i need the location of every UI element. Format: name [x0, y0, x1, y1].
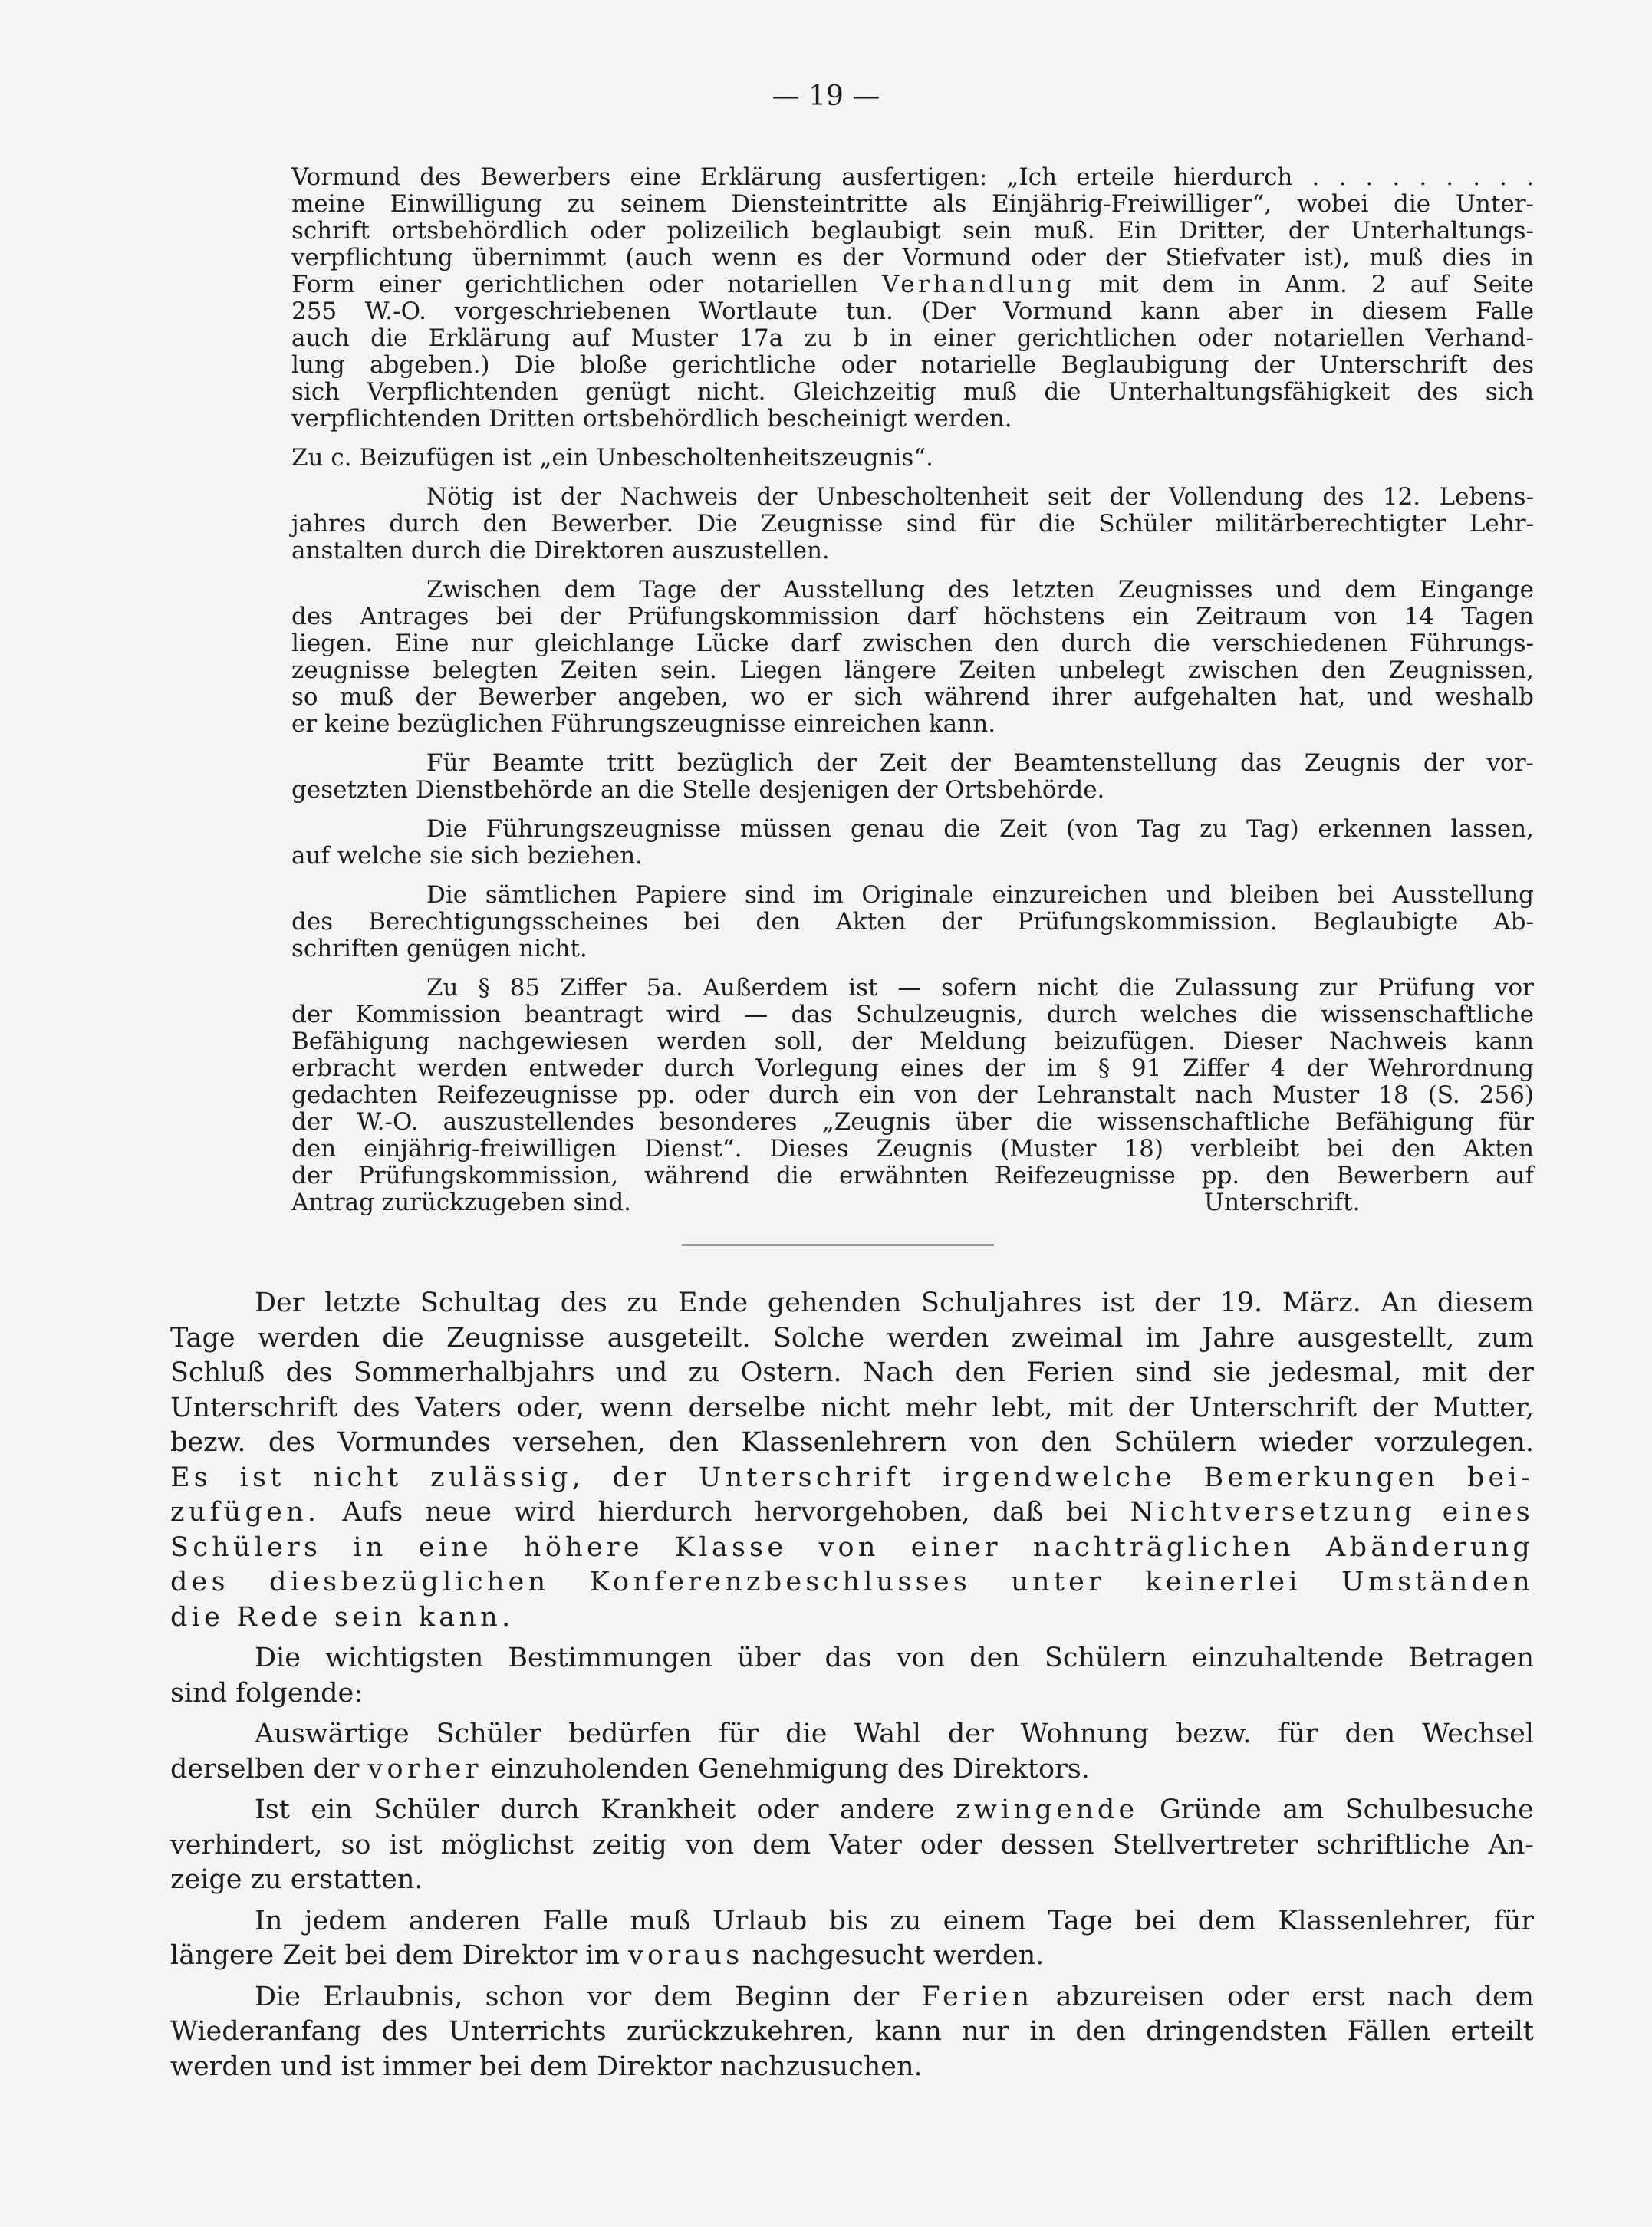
text-segment: gesetzten Dienstbehörde an die Stelle desjenigen der Ortsbehörde. [291, 776, 1105, 804]
text-line [291, 657, 1534, 684]
text-segment: sich Verpflichtenden genügt nicht. Gleichzeitig muß die Unterhaltungsfähigkeit des sich [291, 378, 1534, 406]
text-segment: so muß der Bewerber angeben, wo er sich während ihrer aufgehalten hat, und weshalb [291, 683, 1534, 711]
text-line [170, 2050, 1534, 2085]
text-line [291, 445, 1534, 472]
text-line [291, 538, 1534, 564]
paragraph [291, 164, 1534, 433]
text-segment: zeugnisse belegten Zeiten sein. Liegen längere Zeiten unbelegt zwischen den Zeugnissen, [291, 656, 1534, 684]
text-segment: verpflichtenden Dritten ortsbehördlich bescheinigt werden. [291, 405, 1012, 433]
text-line [291, 604, 1534, 630]
text-line [291, 406, 1534, 433]
text-line [291, 484, 1534, 511]
paragraph [291, 975, 1534, 1216]
paragraph [291, 750, 1534, 804]
text-line [170, 1531, 1534, 1566]
text-line [291, 777, 1534, 804]
text-line [170, 1752, 1534, 1788]
text-segment: anstalten durch die Direktoren auszustellen. [291, 537, 830, 564]
text-line [291, 750, 1534, 777]
emphasized-text: die Rede sein kann. [170, 1601, 515, 1633]
text-line [170, 1565, 1534, 1600]
text-segment: Der letzte Schultag des zu Ende gehenden Schuljahres ist der 19. März. An diesem [255, 1288, 1534, 1318]
emphasized-text: vorher [367, 1753, 482, 1785]
text-line [291, 1028, 1534, 1055]
text-segment: meine Einwilligung zu seinem Diensteintritte als Einjährig-Freiwilliger“, wobei die Unter- [291, 190, 1534, 218]
emphasized-text: voraus [627, 1940, 744, 1971]
text-segment: Die Erlaubnis, schon vor dem Beginn der [255, 1981, 922, 2012]
text-line [170, 1793, 1534, 1828]
text-segment: Tage werden die Zeugnisse ausgeteilt. Solche werden zweimal im Jahre ausgestellt, zum [170, 1322, 1534, 1354]
text-line [170, 2015, 1534, 2050]
text-line [170, 1495, 1534, 1531]
text-segment: Wiederanfang des Unterrichts zurückzukehren, kann nur in den dringendsten Fällen erteilt [170, 2016, 1534, 2047]
text-segment: zeige zu erstatten. [170, 1864, 423, 1895]
paragraph [291, 882, 1534, 962]
text-segment: Nötig ist der Nachweis der Unbescholtenheit seit der Vollendung des 12. Lebens- [426, 483, 1534, 511]
text-line [170, 1828, 1534, 1864]
paragraph [170, 1641, 1534, 1711]
text-line [291, 271, 1534, 298]
text-line [291, 1002, 1534, 1028]
emphasized-text: Schülers in eine höhere Klasse von einer nachträglichen Abänderung [170, 1531, 1534, 1563]
text-line [170, 1286, 1534, 1321]
text-segment: Zu c. Beizufügen ist „ein Unbescholtenheitszeugnis“. [291, 444, 933, 472]
section-divider [682, 1244, 994, 1246]
text-line [291, 816, 1534, 843]
text-segment: Zu § 85 Ziffer 5a. Außerdem ist — sofern nicht die Zulassung zur Prüfung vor [426, 974, 1534, 1002]
paragraph [170, 1717, 1534, 1787]
text-line [291, 511, 1534, 538]
text-line [291, 1109, 1534, 1136]
text-segment: auf welche sie sich beziehen. [291, 842, 643, 870]
text-line [170, 1904, 1534, 1939]
text-line [170, 1600, 1534, 1636]
school-rules-section [170, 1286, 1534, 2084]
text-segment: mit dem in Anm. 2 auf Seite [1074, 271, 1534, 298]
text-line [291, 577, 1534, 604]
text-segment: er keine bezüglichen Führungszeugnisse einreichen kann. [291, 710, 996, 738]
text-line [291, 630, 1534, 657]
text-segment: Schluß des Sommerhalbjahrs und zu Ostern. Nach den Ferien sind sie jedesmal, mit der [170, 1357, 1534, 1388]
text-segment: Vormund des Bewerbers eine Erklärung ausfertigen: „Ich erteile hierdurch . . . . . . . . . [291, 163, 1534, 191]
text-segment: schrift ortsbehördlich oder polizeilich beglaubigt sein muß. Ein Dritter, der Unterhaltungs- [291, 217, 1534, 245]
text-segment: des Berechtigungsscheines bei den Akten der Prüfungskommission. Beglaubigte Ab- [291, 908, 1534, 936]
text-line [170, 1461, 1534, 1496]
text-segment: Für Beamte tritt bezüglich der Zeit der Beamtenstellung das Zeugnis der vor- [426, 749, 1534, 777]
text-segment: In jedem anderen Falle muß Urlaub bis zu einem Tage bei dem Klassenlehrer, für [255, 1905, 1534, 1936]
text-line [170, 1426, 1534, 1461]
text-segment: der Kommission beantragt wird — das Schulzeugnis, durch welches die wissenschaftliche [291, 1001, 1534, 1028]
text-segment: Unterschrift des Vaters oder, wenn derselbe nicht mehr lebt, mit der Unterschrift der Mutter, [170, 1392, 1534, 1423]
text-line [291, 352, 1534, 379]
text-segment: einzuholenden Genehmigung des Direktors. [482, 1753, 1090, 1785]
text-line [170, 1356, 1534, 1391]
text-segment: des Antrages bei der Prüfungskommission darf höchstens ein Zeitraum von 14 Tagen [291, 603, 1534, 630]
text-segment: Zwischen dem Tage der Ausstellung des letzten Zeugnisses und dem Eingange [426, 576, 1534, 604]
paragraph [170, 1286, 1534, 1635]
text-line [291, 882, 1534, 909]
text-line [291, 1136, 1534, 1163]
paragraph [291, 577, 1534, 738]
emphasized-text: zufügen. [170, 1497, 321, 1528]
emphasized-text: Nichtversetzung eines [1130, 1497, 1534, 1528]
emphasized-text: Verhandlung [882, 271, 1075, 298]
text-line [291, 936, 1534, 962]
text-segment: der Prüfungskommission, während die erwähnten Reifezeugnisse pp. den Bewerbern auf [291, 1162, 1534, 1189]
text-segment: längere Zeit bei dem Direktor im [170, 1940, 628, 1971]
text-segment: erbracht werden entweder durch Vorlegung eines der im § 91 Ziffer 4 der Wehrordnung [291, 1054, 1534, 1082]
text-line [291, 843, 1534, 870]
text-line [291, 1055, 1534, 1082]
text-line [291, 1082, 1534, 1109]
text-segment: Befähigung nachgewiesen werden soll, der Meldung beizufügen. Dieser Nachweis kann [291, 1028, 1534, 1055]
emphasized-text: zwingende [956, 1794, 1139, 1825]
emphasized-text: des diesbezüglichen Konferenzbeschlusses unter keinerlei Umständen [170, 1567, 1534, 1597]
text-line [170, 1939, 1534, 1974]
text-segment: verhindert, so ist möglichst zeitig von dem Vater oder dessen Stellvertreter schriftliche An- [170, 1829, 1534, 1860]
text-segment: verpflichtung übernimmt (auch wenn es der Vormund oder der Stiefvater ist), muß dies in [291, 244, 1534, 271]
text-line [170, 1980, 1534, 2015]
text-line [170, 1863, 1534, 1898]
text-line [170, 1676, 1534, 1712]
text-segment: gedachten Reifezeugnisse pp. oder durch ein von der Lehranstalt nach Muster 18 (S. 256) [291, 1081, 1534, 1109]
paragraph [170, 1793, 1534, 1898]
text-line [291, 909, 1534, 936]
text-segment: den einjährig-freiwilligen Dienst“. Dieses Zeugnis (Muster 18) verbleibt bei den Akten [291, 1135, 1534, 1163]
text-line [291, 684, 1534, 711]
text-segment: Ist ein Schüler durch Krankheit oder andere [255, 1794, 956, 1825]
text-segment: Die sämtlichen Papiere sind im Originale einzureichen und bleiben bei Ausstellung [426, 881, 1534, 909]
text-segment: Form einer gerichtlichen oder notariellen [291, 271, 882, 298]
application-requirements-section [291, 164, 1534, 1216]
text-line [291, 164, 1534, 191]
emphasized-text: Ferien [921, 1981, 1034, 2012]
paragraph [170, 1980, 1534, 2085]
text-segment: Aufs neue wird hierdurch hervorgehoben, daß bei [320, 1497, 1130, 1528]
text-segment: derselben der [170, 1753, 368, 1785]
text-segment: Antrag zurückzugeben sind. [291, 1189, 632, 1216]
text-segment: werden und ist immer bei dem Direktor nachzusuchen. [170, 2051, 923, 2082]
text-line [291, 191, 1534, 218]
text-line [291, 975, 1534, 1002]
paragraph [170, 1904, 1534, 1974]
text-line [291, 325, 1534, 352]
text-segment: lung abgeben.) Die bloße gerichtliche oder notarielle Beglaubigung der Unterschrift des [291, 351, 1534, 379]
text-line [291, 298, 1534, 325]
text-segment: sind folgende: [170, 1677, 364, 1709]
text-segment: Auswärtige Schüler bedürfen für die Wahl der Wohnung bezw. für den Wechsel [255, 1719, 1534, 1749]
text-segment: schriften genügen nicht. [291, 935, 587, 962]
text-line [170, 1391, 1534, 1426]
text-line [170, 1321, 1534, 1357]
text-line [170, 1641, 1534, 1676]
emphasized-text: Es ist nicht zulässig, der Unterschrift irgendwelche Bemerkungen bei- [170, 1462, 1534, 1493]
text-segment: nachgesucht werden. [743, 1940, 1045, 1971]
text-line [291, 379, 1534, 406]
paragraph [291, 445, 1534, 472]
text-segment: der W.-O. auszustellendes besonderes „Zeugnis über die wissenschaftliche Befähigung für [291, 1108, 1534, 1136]
text-line [291, 245, 1534, 271]
signature-label: Unterschrift. [1204, 1189, 1361, 1216]
text-line [291, 218, 1534, 245]
page-number: — 19 — [772, 81, 880, 112]
text-segment: auch die Erklärung auf Muster 17a zu b in einer gerichtlichen oder notariellen Verhand- [291, 324, 1534, 352]
text-segment: liegen. Eine nur gleichlange Lücke darf zwischen den durch die verschiedenen Führungs- [291, 630, 1534, 657]
text-segment: 255 W.-O. vorgeschriebenen Wortlaute tun. (Der Vormund kann aber in diesem Falle [291, 298, 1534, 325]
paragraph [291, 484, 1534, 564]
text-segment: abzureisen oder erst nach dem [1033, 1981, 1534, 2012]
text-segment: jahres durch den Bewerber. Die Zeugnisse sind für die Schüler militärberechtigter Lehr- [291, 510, 1534, 538]
text-segment: Die wichtigsten Bestimmungen über das von den Schülern einzuhaltende Betragen [255, 1643, 1534, 1673]
text-segment: Gründe am Schulbesuche [1138, 1794, 1534, 1825]
text-line [170, 1717, 1534, 1752]
text-line [291, 1163, 1534, 1189]
text-segment: Die Führungszeugnisse müssen genau die Zeit (von Tag zu Tag) erkennen lassen, [426, 815, 1534, 843]
text-line [291, 711, 1534, 738]
paragraph [291, 816, 1534, 870]
text-segment: bezw. des Vormundes versehen, den Klassenlehrern von den Schülern wieder vorzulegen. [170, 1427, 1534, 1458]
